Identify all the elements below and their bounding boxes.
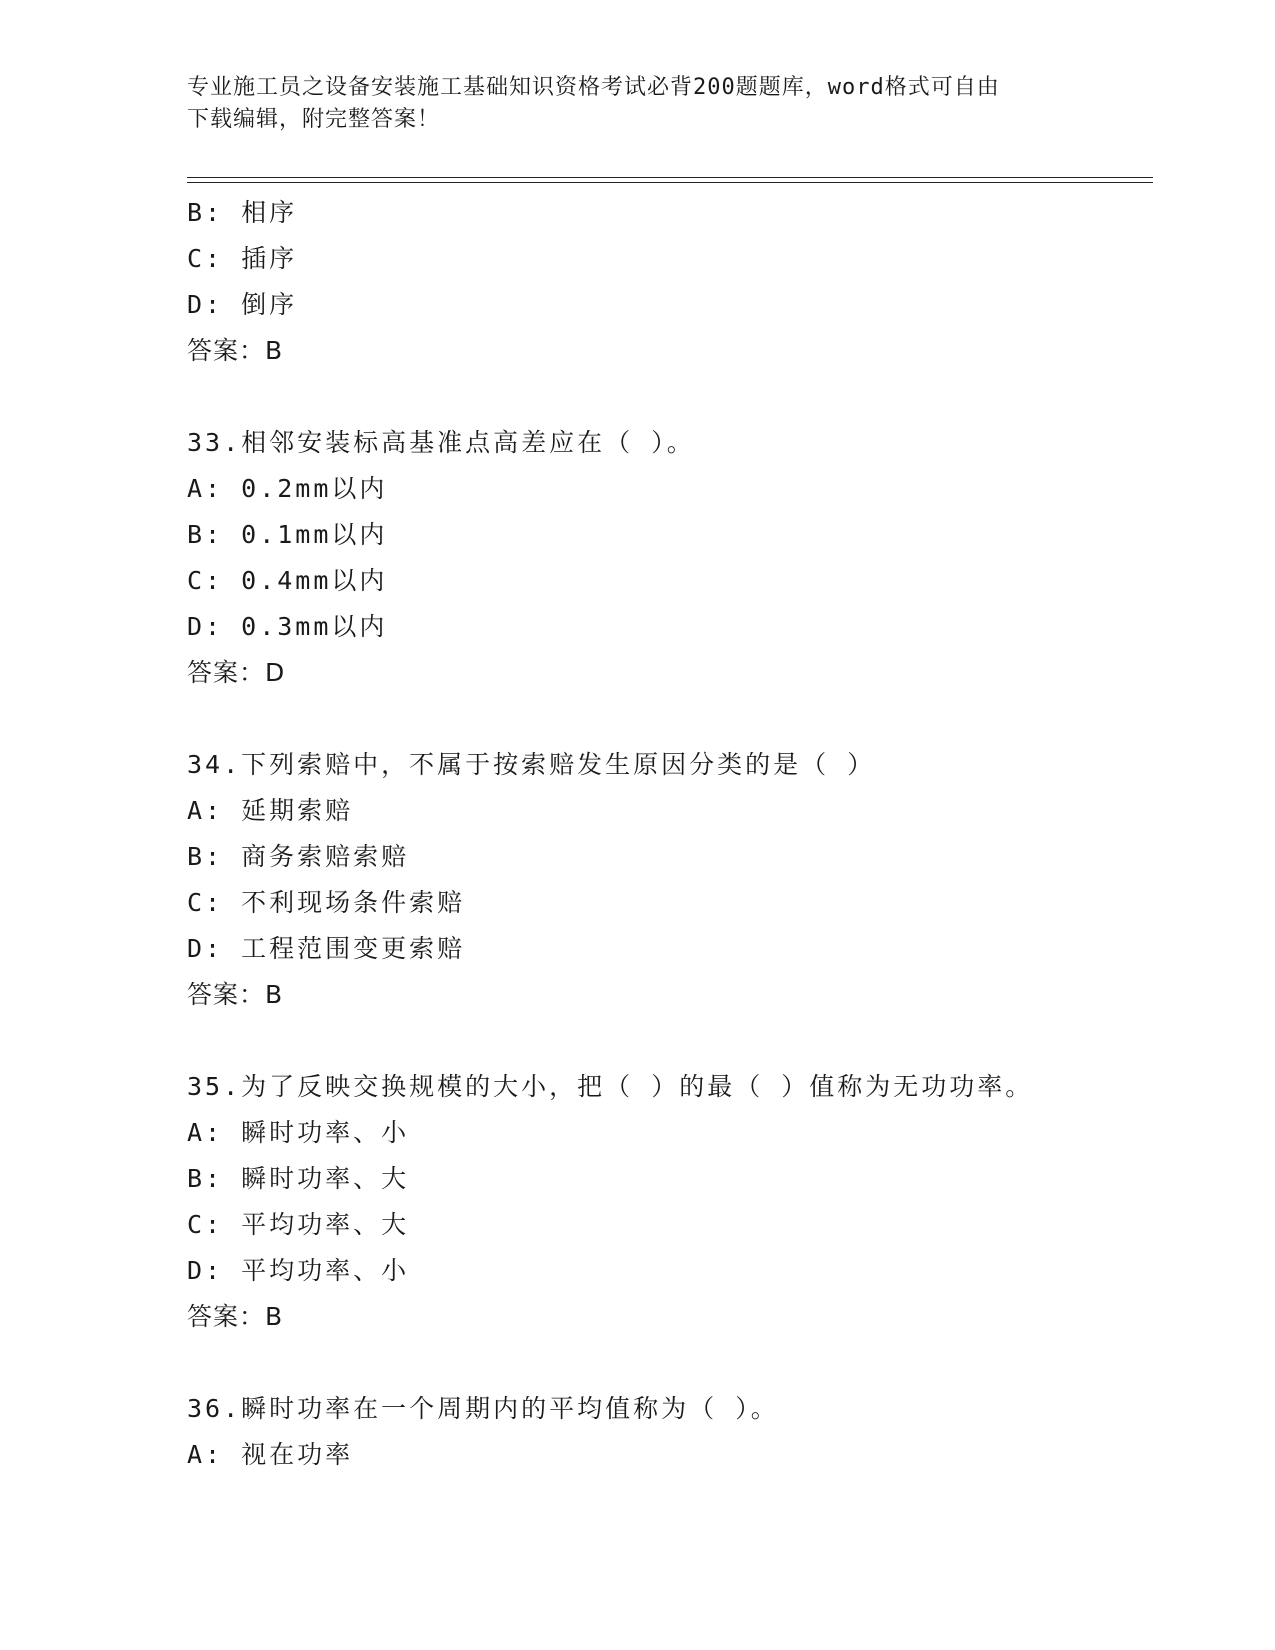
option-b: B: 商务索赔索赔 [187, 842, 410, 871]
option-d: D: 0.3mm以内 [187, 612, 388, 641]
option-a: A: 0.2mm以内 [187, 474, 388, 503]
question-stem: 34.下列索赔中，不属于按索赔发生原因分类的是（ ） [187, 750, 876, 779]
option-a: A: 瞬时功率、小 [187, 1118, 410, 1147]
question-33 [187, 420, 1153, 696]
option-c: C: 插序 [187, 244, 298, 273]
option-d: D: 工程范围变更索赔 [187, 934, 466, 963]
answer-line: 答案：B [187, 336, 284, 365]
question-stem: 35.为了反映交换规模的大小，把（ ）的最（ ）值称为无功功率。 [187, 1072, 1034, 1101]
header-divider-top [187, 177, 1153, 178]
question-stem: 36.瞬时功率在一个周期内的平均值称为（ ）。 [187, 1394, 779, 1423]
question-stem: 33.相邻安装标高基准点高差应在（ ）。 [187, 428, 695, 457]
option-a: A: 延期索赔 [187, 796, 354, 825]
option-b: B: 瞬时功率、大 [187, 1164, 410, 1193]
option-b: B: 0.1mm以内 [187, 520, 388, 549]
option-a: A: 视在功率 [187, 1440, 354, 1469]
header-title-line-2: 下载编辑，附完整答案！ [187, 107, 441, 132]
question-36 [187, 1386, 1153, 1478]
question-34 [187, 742, 1153, 1018]
option-b: B: 相序 [187, 198, 298, 227]
question-35 [187, 1064, 1153, 1340]
header-title-line-1: 专业施工员之设备安装施工基础知识资格考试必背200题题库，word格式可自由 [187, 75, 1000, 100]
option-c: C: 平均功率、大 [187, 1210, 410, 1239]
answer-line: 答案：D [187, 658, 286, 687]
question-list [187, 190, 1153, 1478]
header-divider-bottom [187, 182, 1153, 183]
answer-line: 答案：B [187, 1302, 284, 1331]
document-header [187, 72, 1067, 136]
answer-line: 答案：B [187, 980, 284, 1009]
option-c: C: 0.4mm以内 [187, 566, 388, 595]
question-fragment [187, 190, 1153, 374]
option-c: C: 不利现场条件索赔 [187, 888, 466, 917]
option-d: D: 平均功率、小 [187, 1256, 410, 1285]
option-d: D: 倒序 [187, 290, 298, 319]
